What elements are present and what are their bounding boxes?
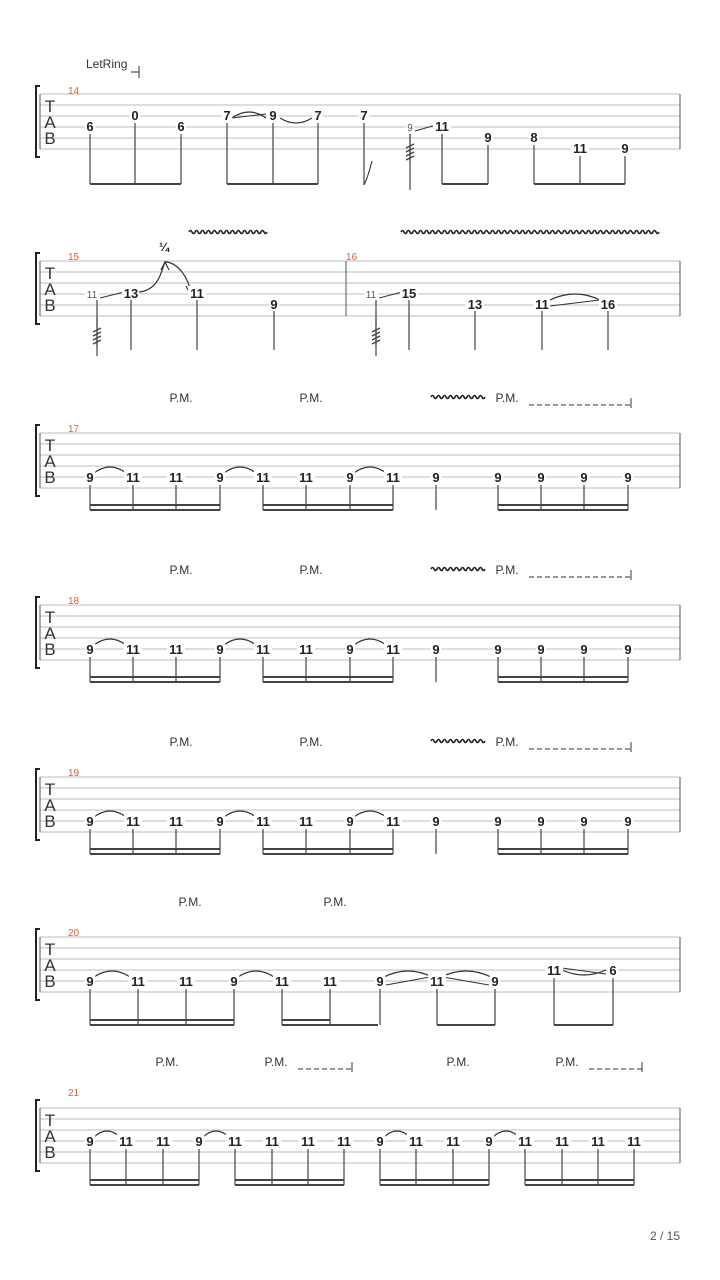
palm-mute-label: P.M. — [323, 895, 347, 909]
fret-number: 9 — [86, 1134, 94, 1149]
fret-number: 9 — [432, 470, 440, 485]
fret-number: 9 — [230, 974, 238, 989]
tab-clef-letter: A — [44, 1127, 56, 1146]
tie-arc — [224, 467, 256, 473]
fret-number: 9 — [537, 814, 545, 829]
palm-mute-label: P.M. — [495, 563, 519, 577]
tab-clef-letter: A — [44, 956, 56, 975]
fret-number: 11 — [323, 974, 337, 989]
tab-clef-letter: T — [44, 436, 56, 455]
palm-mute-label: P.M. — [169, 391, 193, 405]
fret-number: 11 — [430, 974, 444, 989]
fret-number: 9 — [376, 974, 384, 989]
tie-arc — [384, 971, 432, 977]
fret-number: 9 — [432, 814, 440, 829]
fret-number: 11 — [555, 1134, 569, 1149]
fret-number: 11 — [299, 470, 313, 485]
fret-number: 9 — [86, 814, 94, 829]
bend-curve — [139, 262, 190, 292]
tab-clef-letter: T — [44, 97, 56, 116]
let-ring-label: LetRing — [86, 57, 128, 71]
palm-mute-label: P.M. — [299, 735, 323, 749]
tie-arc — [94, 811, 126, 817]
tie-arc — [280, 118, 312, 123]
fret-number: 11 — [156, 1134, 170, 1149]
tab-clef-letter: A — [44, 452, 56, 471]
fret-number: 11 — [190, 286, 204, 301]
vibrato-mark — [431, 568, 485, 571]
palm-mute-label: P.M. — [178, 895, 202, 909]
measure-number: 15 — [68, 252, 80, 263]
fret-number: 6 — [177, 119, 185, 134]
fret-number: 9 — [494, 814, 502, 829]
fret-number: 0 — [131, 108, 139, 123]
system-bracket — [36, 769, 40, 840]
fret-number: 9 — [432, 642, 440, 657]
tie-arc — [550, 294, 600, 300]
fret-number: 11 — [591, 1134, 605, 1149]
fret-number: 11 — [547, 963, 561, 978]
fret-number: 7 — [223, 108, 231, 123]
fret-number: 9 — [216, 470, 224, 485]
fret-number: 11 — [386, 642, 400, 657]
fret-number: 9 — [537, 470, 545, 485]
fret-number: 9 — [624, 642, 632, 657]
fret-number: 9 — [86, 974, 94, 989]
tie-arc — [94, 467, 126, 473]
tie-arc — [224, 811, 256, 817]
slide-line — [379, 292, 402, 298]
fret-number: 9 — [346, 470, 354, 485]
tab-clef-letter: B — [44, 812, 56, 831]
fret-number: 11 — [446, 1134, 460, 1149]
measure-number: 18 — [68, 596, 80, 607]
palm-mute-label: P.M. — [299, 391, 323, 405]
tie-arc — [224, 639, 256, 645]
bend-arrowhead — [161, 262, 169, 270]
tab-clef-letter: A — [44, 624, 56, 643]
tie-arc — [94, 971, 130, 977]
fret-number: 13 — [123, 286, 139, 301]
palm-mute-label: P.M. — [555, 1055, 579, 1069]
fret-number: 9 — [346, 642, 354, 657]
tab-clef-letter: T — [44, 940, 56, 959]
fret-number: 9 — [86, 642, 94, 657]
fret-number: 11 — [119, 1134, 133, 1149]
measure-number: 17 — [68, 424, 80, 435]
fret-number: 11 — [126, 470, 140, 485]
fret-number: 9 — [580, 470, 588, 485]
fret-number: 9 — [624, 470, 632, 485]
tab-clef-letter: T — [44, 1111, 56, 1130]
palm-mute-label: P.M. — [155, 1055, 179, 1069]
slide-line — [415, 125, 436, 131]
tie-arc — [203, 1131, 229, 1137]
fret-number: 11 — [228, 1134, 242, 1149]
tab-clef-letter: T — [44, 780, 56, 799]
fret-number: 11 — [131, 974, 145, 989]
tab-clef-letter: A — [44, 796, 56, 815]
fret-number: 11 — [409, 1134, 423, 1149]
fret-number: 11 — [299, 642, 313, 657]
fret-number: 9 — [485, 1134, 493, 1149]
fret-number: 9 — [624, 814, 632, 829]
fret-number: 11 — [265, 1134, 279, 1149]
grace-fret-number: 11 — [365, 290, 377, 301]
tie-arc — [354, 467, 386, 473]
tie-arc — [384, 1131, 410, 1137]
tie-arc — [94, 639, 126, 645]
measure-number: 14 — [68, 86, 80, 97]
palm-mute-label: P.M. — [446, 1055, 470, 1069]
fret-number: 15 — [401, 286, 417, 301]
fret-number: 11 — [573, 141, 587, 156]
tab-clef-letter: B — [44, 640, 56, 659]
fret-number: 7 — [314, 108, 322, 123]
fret-number: 11 — [256, 642, 270, 657]
fret-number: 11 — [337, 1134, 351, 1149]
tie-arc — [238, 971, 274, 977]
fret-number: 13 — [467, 297, 483, 312]
fret-number: 11 — [627, 1134, 641, 1149]
fret-number: 9 — [346, 814, 354, 829]
fret-number: 9 — [216, 642, 224, 657]
note-flag — [364, 161, 372, 185]
tie-arc — [493, 1131, 519, 1137]
fret-number: 6 — [86, 119, 94, 134]
measure-number: 19 — [68, 768, 80, 779]
slide-line — [100, 292, 124, 298]
tab-clef-letter: B — [44, 296, 56, 315]
grace-fret-number: 9 — [407, 123, 413, 134]
fret-number: 9 — [494, 642, 502, 657]
fret-number: 6 — [609, 963, 617, 978]
fret-number: 11 — [518, 1134, 532, 1149]
palm-mute-label: P.M. — [264, 1055, 288, 1069]
fret-number: 7 — [360, 108, 368, 123]
fret-number: 8 — [530, 130, 538, 145]
system-bracket — [36, 253, 40, 324]
fret-number: 11 — [126, 642, 140, 657]
tab-clef-letter: B — [44, 1143, 56, 1162]
bend-amount: ¼ — [158, 240, 170, 254]
tab-clef-letter: B — [44, 972, 56, 991]
tab-clef-letter: B — [44, 468, 56, 487]
tie-arc — [94, 1131, 120, 1137]
palm-mute-label: P.M. — [495, 391, 519, 405]
fret-number: 9 — [270, 297, 278, 312]
fret-number: 11 — [179, 974, 193, 989]
palm-mute-label: P.M. — [495, 735, 519, 749]
tie-arc — [354, 811, 386, 817]
system-bracket — [36, 1100, 40, 1171]
system-bracket — [36, 929, 40, 1000]
fret-number: 9 — [621, 141, 629, 156]
measure-number: 20 — [68, 928, 80, 939]
fret-number: 11 — [435, 119, 449, 134]
palm-mute-label: P.M. — [299, 563, 323, 577]
fret-number: 11 — [386, 470, 400, 485]
fret-number: 11 — [256, 470, 270, 485]
system-bracket — [36, 86, 40, 157]
vibrato-mark — [431, 396, 485, 399]
vibrato-mark — [189, 231, 267, 234]
fret-number: 11 — [301, 1134, 315, 1149]
palm-mute-label: P.M. — [169, 735, 193, 749]
fret-number: 16 — [600, 297, 616, 312]
tie-arc — [354, 639, 386, 645]
fret-number: 9 — [491, 974, 499, 989]
fret-number: 11 — [169, 814, 183, 829]
fret-number: 11 — [169, 642, 183, 657]
fret-number: 9 — [494, 470, 502, 485]
fret-number: 9 — [86, 470, 94, 485]
fret-number: 11 — [535, 297, 549, 312]
palm-mute-label: P.M. — [169, 563, 193, 577]
system-bracket — [36, 425, 40, 496]
system-bracket — [36, 597, 40, 668]
vibrato-mark — [401, 231, 659, 234]
fret-number: 9 — [537, 642, 545, 657]
fret-number: 11 — [386, 814, 400, 829]
tab-clef-letter: A — [44, 280, 56, 299]
fret-number: 11 — [169, 470, 183, 485]
fret-number: 11 — [126, 814, 140, 829]
tie-arc — [441, 971, 491, 977]
fret-number: 9 — [580, 642, 588, 657]
fret-number: 9 — [195, 1134, 203, 1149]
tab-clef-letter: A — [44, 113, 56, 132]
fret-number: 11 — [275, 974, 289, 989]
fret-number: 9 — [484, 130, 492, 145]
fret-number: 9 — [376, 1134, 384, 1149]
vibrato-mark — [431, 740, 485, 743]
tab-clef-letter: B — [44, 129, 56, 148]
fret-number: 9 — [580, 814, 588, 829]
fret-number: 9 — [216, 814, 224, 829]
tab-clef-letter: T — [44, 264, 56, 283]
fret-number: 11 — [299, 814, 313, 829]
measure-number: 21 — [68, 1088, 80, 1099]
page-number: 2 / 15 — [649, 1229, 680, 1243]
fret-number: 11 — [256, 814, 270, 829]
fret-number: 9 — [269, 108, 277, 123]
grace-fret-number: 11 — [86, 290, 98, 301]
measure-number: 16 — [346, 252, 358, 263]
tab-clef-letter: T — [44, 608, 56, 627]
